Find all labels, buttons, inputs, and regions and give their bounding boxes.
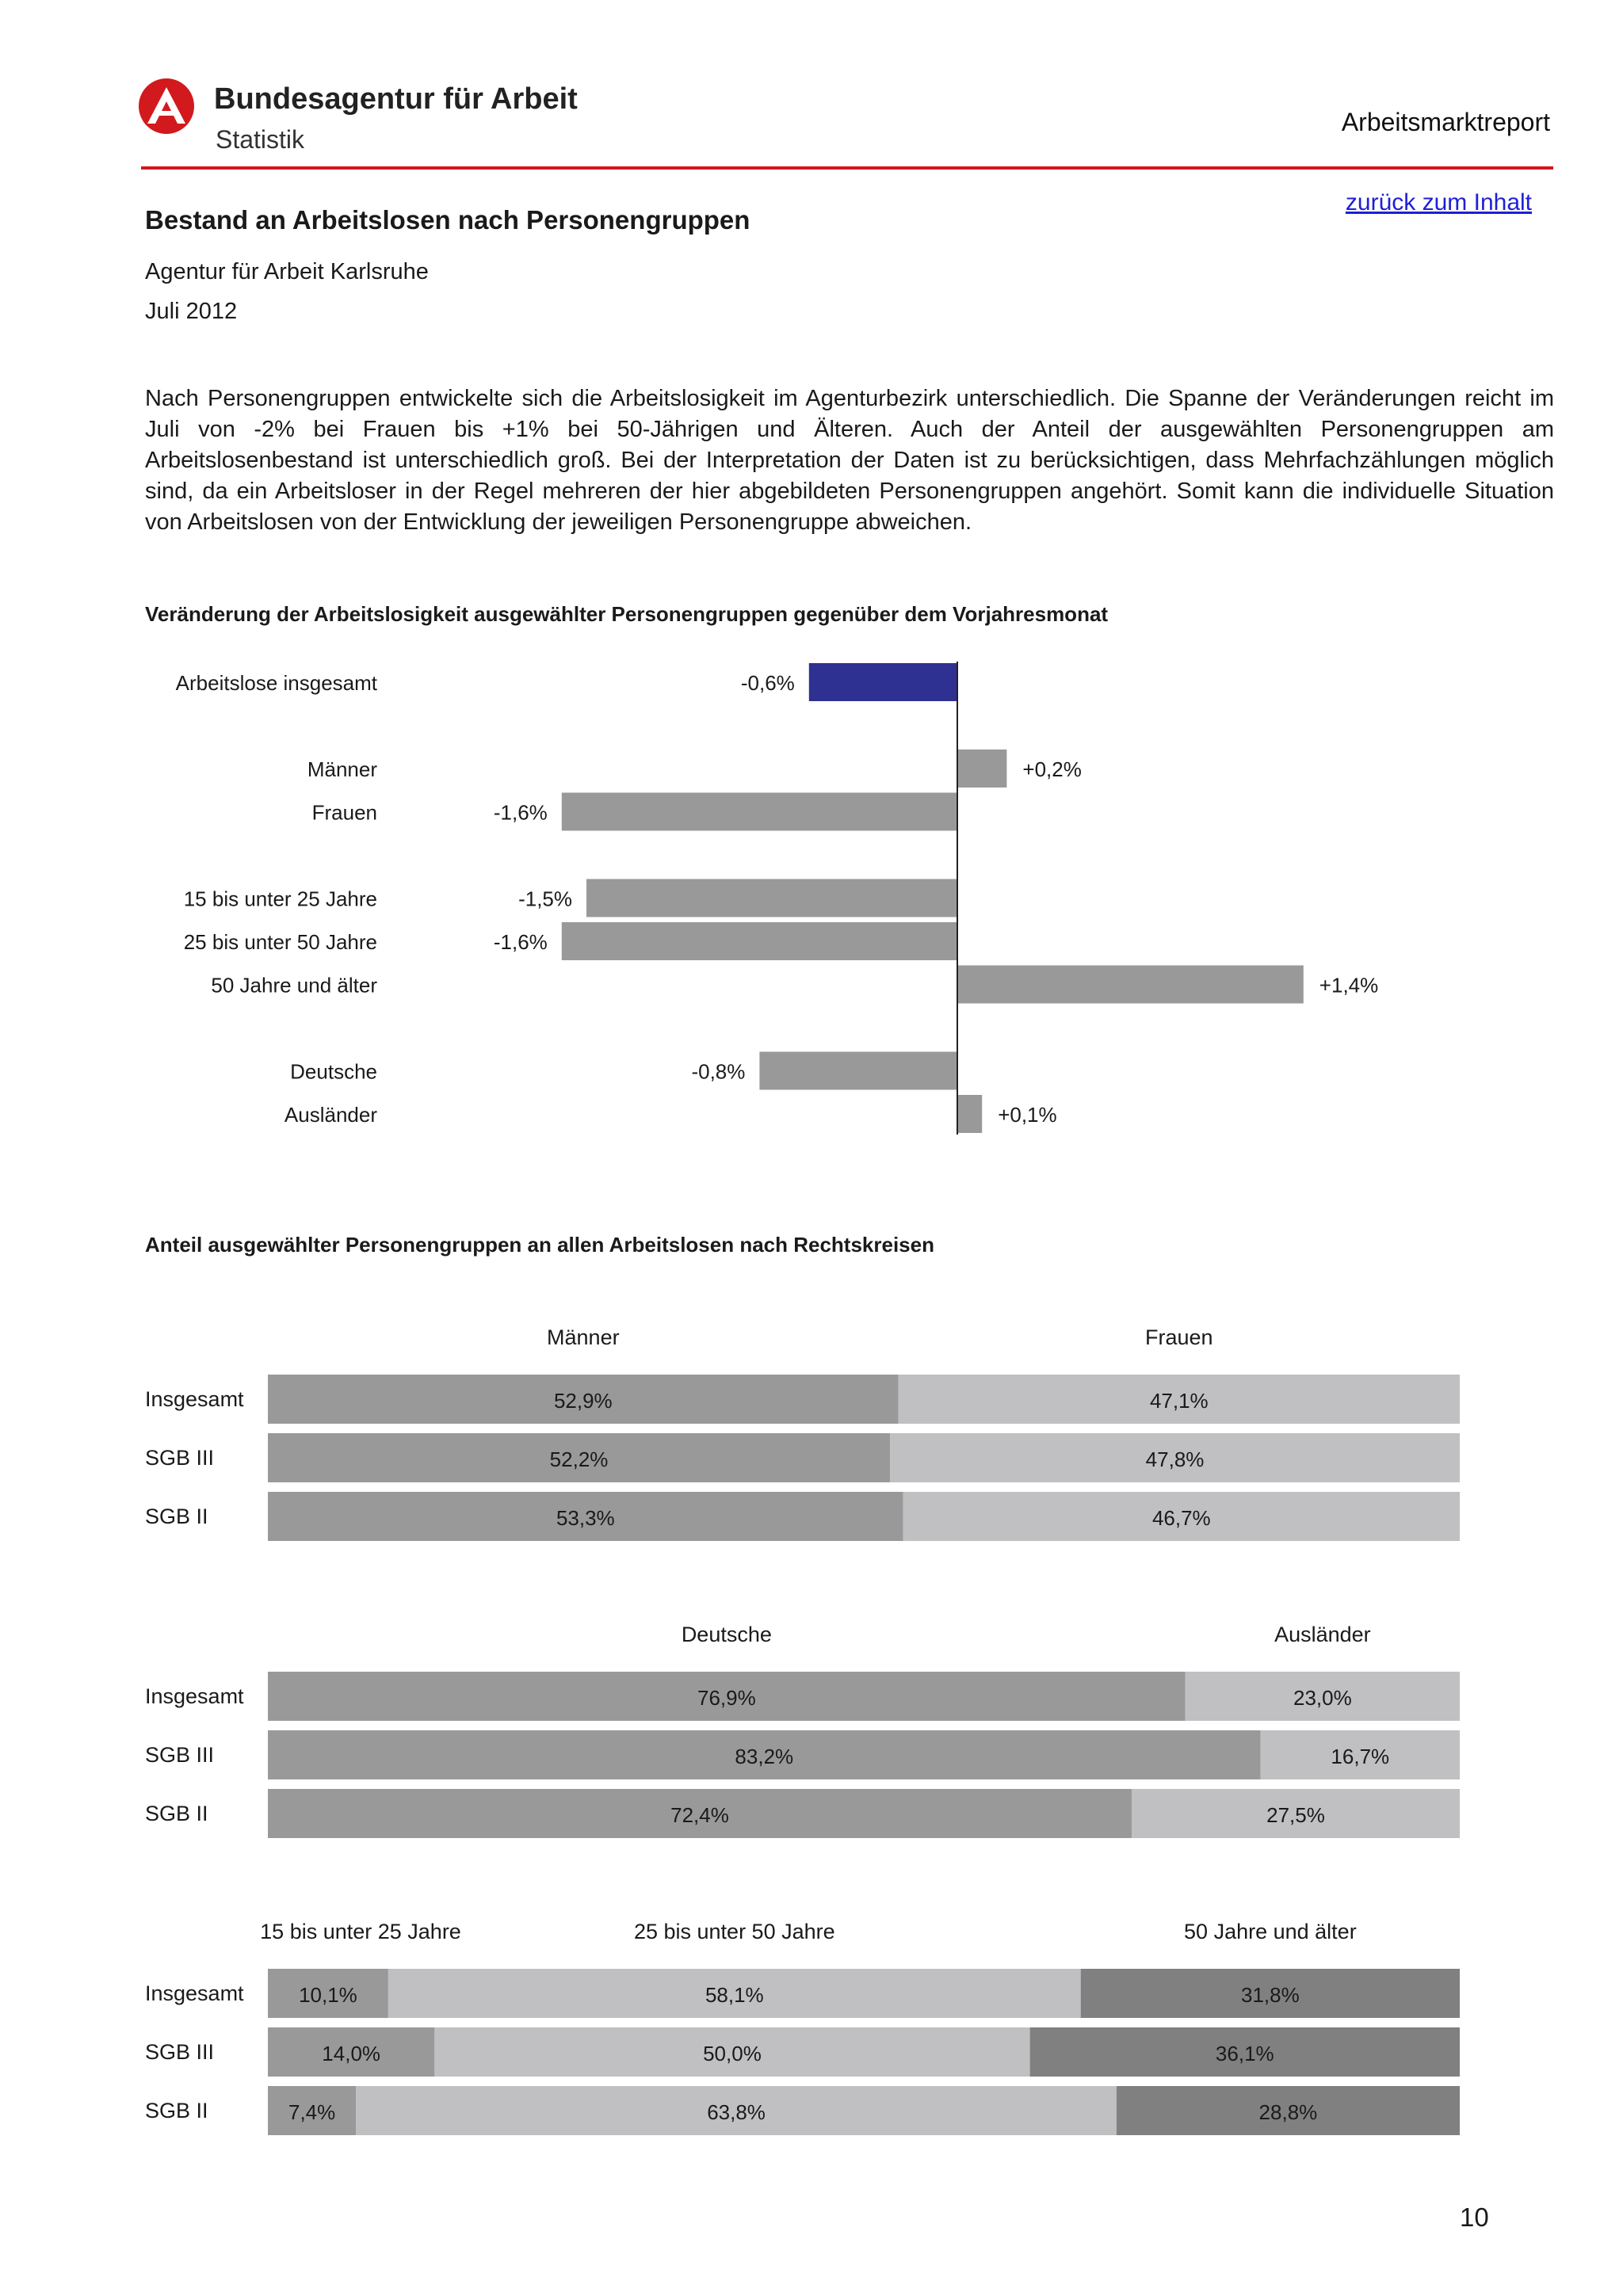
row-category-label: Insgesamt: [145, 1684, 244, 1708]
report-period: Juli 2012: [145, 299, 238, 324]
change-bar: [562, 922, 957, 960]
change-category-label: Arbeitslose insgesamt: [175, 671, 377, 695]
row-category-label: SGB II: [145, 2099, 208, 2122]
change-bar: [957, 749, 1006, 788]
segment-value-label: 58,1%: [705, 1983, 764, 2007]
row-category-label: Insgesamt: [145, 1387, 244, 1411]
change-category-label: Deutsche: [290, 1059, 377, 1084]
change-bar: [809, 663, 957, 701]
change-value-label: -0,6%: [740, 671, 795, 695]
change-value-label: +0,1%: [998, 1103, 1057, 1127]
series-legend-label: 25 bis unter 50 Jahre: [633, 1920, 835, 1943]
segment-value-label: 50,0%: [703, 2042, 762, 2065]
header-divider: [141, 166, 1553, 170]
page-title: Bestand an Arbeitslosen nach Personengruppen: [145, 205, 750, 235]
row-category-label: SGB II: [145, 1505, 208, 1528]
segment-value-label: 83,2%: [735, 1745, 794, 1768]
series-legend-label: Männer: [547, 1325, 620, 1349]
agency-name: Agentur für Arbeit Karlsruhe: [145, 259, 429, 284]
change-value-label: -1,6%: [493, 930, 548, 954]
change-category-label: 15 bis unter 25 Jahre: [183, 887, 377, 911]
row-category-label: SGB III: [145, 2040, 215, 2064]
change-bar: [562, 793, 957, 831]
change-category-label: 25 bis unter 50 Jahre: [183, 930, 377, 954]
change-value-label: +1,4%: [1319, 973, 1379, 997]
segment-value-label: 7,4%: [288, 2100, 336, 2124]
segment-value-label: 31,8%: [1240, 1983, 1300, 2007]
segment-value-label: 76,9%: [697, 1686, 756, 1710]
series-legend-label: 50 Jahre und älter: [1184, 1920, 1357, 1943]
segment-value-label: 63,8%: [707, 2100, 766, 2124]
org-name: Bundesagentur für Arbeit: [214, 82, 578, 116]
share-chart-nationality: [0, 1612, 1623, 1850]
segment-value-label: 46,7%: [1151, 1506, 1211, 1530]
segment-value-label: 52,9%: [553, 1389, 613, 1413]
change-chart: [0, 650, 1623, 1157]
change-value-label: +0,2%: [1022, 757, 1082, 781]
segment-value-label: 14,0%: [322, 2042, 381, 2065]
series-legend-label: Ausländer: [1274, 1623, 1371, 1646]
change-category-label: 50 Jahre und älter: [211, 973, 377, 997]
change-bar: [759, 1052, 957, 1090]
segment-value-label: 23,0%: [1293, 1686, 1352, 1710]
change-value-label: -0,8%: [691, 1059, 746, 1084]
segment-value-label: 72,4%: [670, 1803, 729, 1827]
segment-value-label: 53,3%: [556, 1506, 615, 1530]
series-legend-label: Deutsche: [681, 1623, 772, 1646]
segment-value-label: 10,1%: [299, 1983, 357, 2007]
row-category-label: SGB II: [145, 1802, 208, 1825]
page-number: 10: [1460, 2203, 1489, 2232]
share-chart-title: Anteil ausgewählter Personengruppen an allen Arbeitslosen nach Rechtskreisen: [145, 1233, 934, 1257]
segment-value-label: 47,1%: [1149, 1389, 1209, 1413]
org-subtitle: Statistik: [216, 125, 305, 154]
series-legend-label: 15 bis unter 25 Jahre: [260, 1920, 461, 1943]
series-legend-label: Frauen: [1145, 1325, 1213, 1349]
segment-value-label: 36,1%: [1215, 2042, 1274, 2065]
row-category-label: SGB III: [145, 1743, 215, 1767]
change-category-label: Frauen: [311, 800, 377, 825]
change-bar: [957, 1095, 982, 1133]
share-chart-gender: [0, 1315, 1623, 1553]
segment-value-label: 16,7%: [1331, 1745, 1390, 1768]
share-chart-age: [0, 1909, 1623, 2147]
change-value-label: -1,6%: [493, 800, 548, 825]
back-to-contents-link[interactable]: zurück zum Inhalt: [1345, 189, 1532, 215]
change-category-label: Ausländer: [284, 1103, 377, 1127]
change-chart-title: Veränderung der Arbeitslosigkeit ausgewählter Personengruppen gegenüber dem Vorjahresmonat: [145, 602, 1109, 626]
segment-value-label: 52,2%: [549, 1447, 609, 1471]
change-bar: [957, 966, 1304, 1004]
row-category-label: Insgesamt: [145, 1981, 244, 2005]
intro-paragraph: Nach Personengruppen entwickelte sich die Arbeitslosigkeit im Agenturbezirk unterschiedlich. Die Spanne der Veränderungen reicht im Juli von -2% bei Frauen bis +1% bei 50-Jährigen und Älteren. Auch der Anteil der ausgewählten Personengruppen am Arbeitslosenbestand ist unterschiedlich groß. Bei der Interpretation der Daten ist zu berücksichtigen, dass Mehrfachzählungen möglich sind, da ein Arbeitsloser in der Regel mehreren der hier abgebildeten Personengruppen angehört. Somit kann die individuelle Situation von Arbeitslosen von der Entwicklung der jeweiligen Personengruppe abweichen.: [145, 386, 1554, 535]
segment-value-label: 27,5%: [1266, 1803, 1325, 1827]
change-bar: [586, 879, 957, 917]
change-category-label: Männer: [307, 757, 377, 781]
change-value-label: -1,5%: [518, 887, 572, 911]
segment-value-label: 28,8%: [1258, 2100, 1318, 2124]
row-category-label: SGB III: [145, 1446, 215, 1470]
ba-logo-icon: [138, 78, 195, 135]
segment-value-label: 47,8%: [1145, 1447, 1205, 1471]
report-name: Arbeitsmarktreport: [1341, 108, 1550, 136]
